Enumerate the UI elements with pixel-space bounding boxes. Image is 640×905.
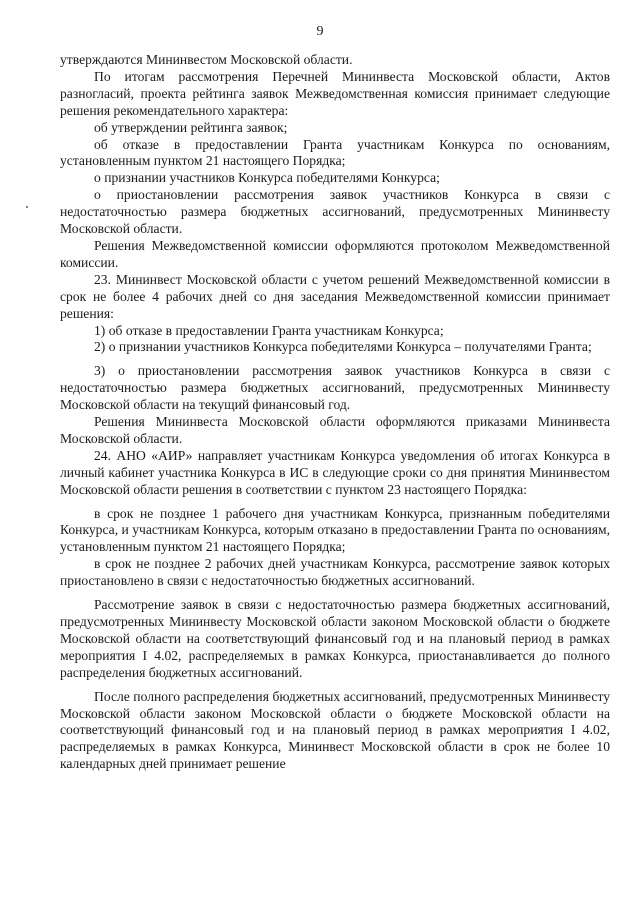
paragraph: 3) о приостановлении рассмотрения заявок участников Конкурса в связи с недостаточностью размера бюджетных ассигнований, предусмотренных Мининвесту Московской области на текущий финансовый год. bbox=[60, 363, 610, 413]
margin-dot bbox=[26, 206, 28, 208]
paragraph: Решения Межведомственной комиссии оформляются протоколом Межведомственной комиссии. bbox=[60, 237, 610, 270]
paragraph: 23. Мининвест Московской области с учетом решений Межведомственной комиссии в срок не более 4 рабочих дней со дня заседания Межведомственной комиссии принимает решения: bbox=[60, 271, 610, 321]
paragraph: об утверждении рейтинга заявок; bbox=[94, 119, 288, 135]
paragraph: Рассмотрение заявок в связи с недостаточностью размера бюджетных ассигнований, предусмотренных Мининвесту Московской области законом Московской области о бюджете Московской области на соответствующий финансовый год и на плановый период в рамках мероприятия I 4.02, распределяемых в рамках Конкурса, приостанавливается до полного распределения бюджетных ассигнований. bbox=[60, 597, 610, 680]
paragraph: в срок не позднее 1 рабочего дня участникам Конкурса, признанным победителями Конкурса, и участникам Конкурса, которым отказано в предоставлении Гранта по основаниям, установленным пунктом 21 настоящего Порядка; bbox=[60, 505, 610, 555]
paragraph: в срок не позднее 2 рабочих дней участникам Конкурса, рассмотрение заявок которых приостановлено в связи с недостаточностью бюджетных ассигнований. bbox=[60, 556, 610, 589]
paragraph: После полного распределения бюджетных ассигнований, предусмотренных Мининвесту Московской области законом Московской области о бюджете Московской области на соответствующий финансовый год и на плановый период в рамках мероприятия I 4.02, распределяемых в рамках Конкурса, Мининвест Московской области в срок не более 10 календарных дней принимает решение bbox=[60, 688, 610, 772]
paragraph: 2) о признании участников Конкурса победителями Конкурса – получателями Гранта; bbox=[94, 339, 592, 355]
page-number: 9 bbox=[316, 24, 324, 39]
paragraph: утверждаются Мининвестом Московской области. bbox=[60, 52, 353, 67]
paragraph: Решения Мининвеста Московской области оформляются приказами Мининвеста Московской области. bbox=[60, 414, 610, 446]
paragraph: 24. АНО «АИР» направляет участникам Конкурса уведомления об итогах Конкурса в личный кабинет участника Конкурса в ИС в следующие сроки со дня принятия Мининвестом Московской области решения в соответствии с пунктом 23 настоящего Порядка: bbox=[60, 447, 610, 497]
paragraph: о приостановлении рассмотрения заявок участников Конкурса в связи с недостаточностью размера бюджетных ассигнований, предусмотренных Мининвесту Московской области. bbox=[60, 187, 610, 237]
paragraph: об отказе в предоставлении Гранта участникам Конкурса по основаниям, установленным пунктом 21 настоящего Порядка; bbox=[60, 136, 610, 169]
paragraph: По итогам рассмотрения Перечней Мининвеста Московской области, Актов разногласий, проекта рейтинга заявок Межведомственная комиссия принимает следующие решения рекомендательного характера: bbox=[60, 68, 610, 118]
paragraph: 1) об отказе в предоставлении Гранта участникам Конкурса; bbox=[94, 322, 444, 338]
paragraph: о признании участников Конкурса победителями Конкурса; bbox=[94, 170, 440, 186]
document-body bbox=[60, 52, 610, 773]
